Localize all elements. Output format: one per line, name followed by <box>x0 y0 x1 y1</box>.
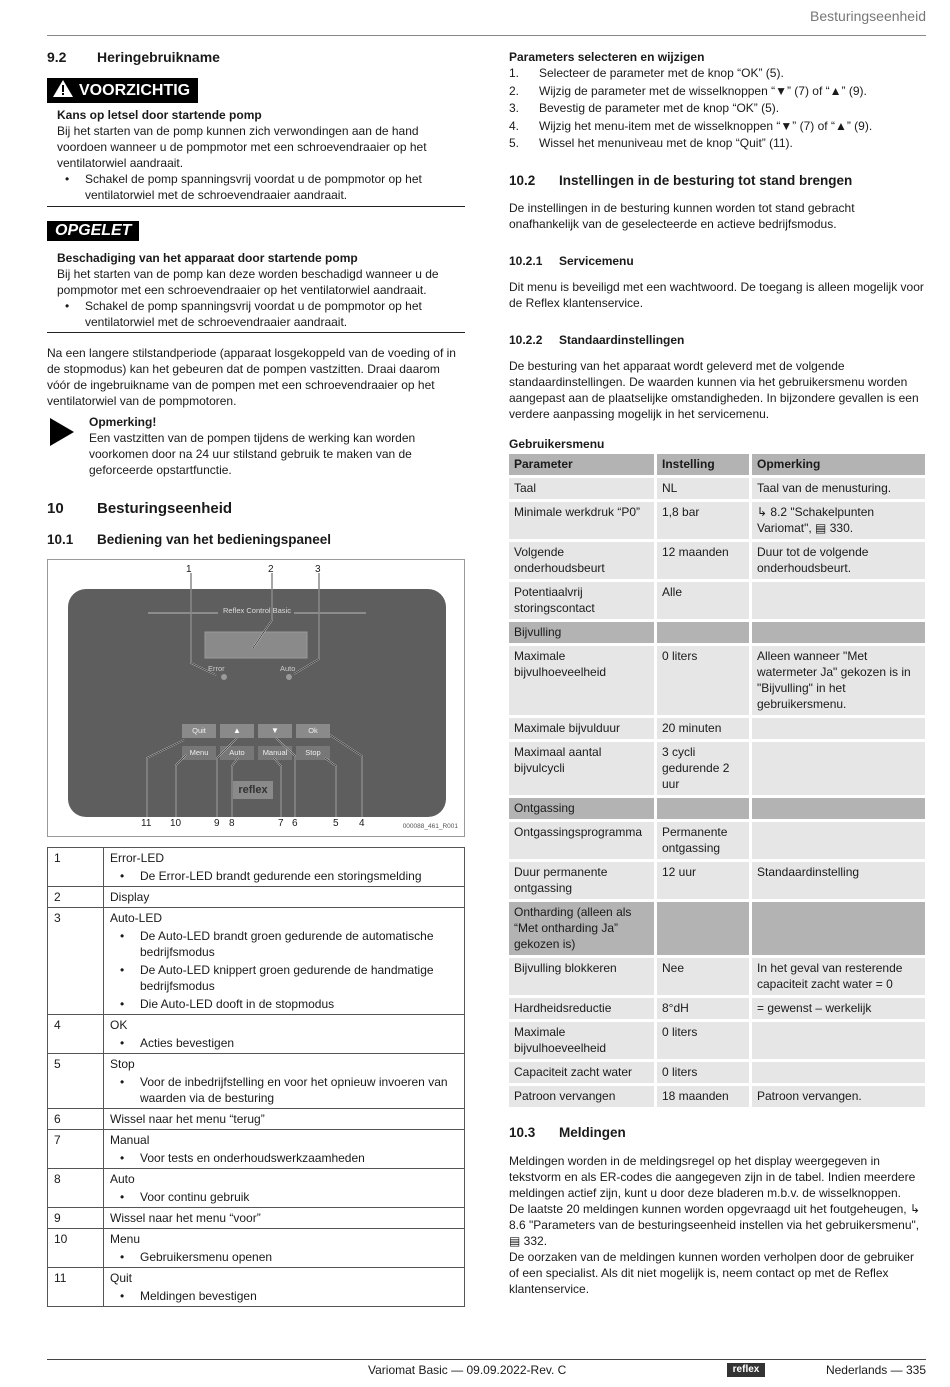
setting-cell <box>657 902 749 955</box>
section-heading-10 <box>47 501 232 517</box>
legend-number: 4 <box>48 1015 104 1054</box>
notice-body <box>57 250 465 330</box>
legend-row <box>48 1268 465 1307</box>
panel-label: Reflex Control Basic <box>223 606 291 615</box>
legend-number: 3 <box>48 908 104 1015</box>
table-row <box>509 478 925 499</box>
notice-text-body: Bij het starten van de pomp kan deze worden beschadigd wanneer u de pompmotor met een schroevendraaier op het ventilatorwiel aandraait. <box>57 267 439 297</box>
footer-rule <box>47 1359 926 1360</box>
paragraph-10-2: De instellingen in de besturing kunnen worden tot stand gebracht onafhankelijk van de geselecteerde en actieve bedrijfsmodus. <box>509 201 855 231</box>
caution-title: Kans op letsel door startende pomp <box>57 108 262 122</box>
section-title: Heringebruikname <box>97 49 220 65</box>
setting-cell: 8°dH <box>657 998 749 1019</box>
setting-cell: 12 uur <box>657 862 749 899</box>
table-row <box>509 998 925 1019</box>
step-number: 3. <box>509 101 520 115</box>
setting-cell: Nee <box>657 958 749 995</box>
caution-label <box>47 78 198 103</box>
caution-badge <box>47 78 198 103</box>
play-arrow-icon <box>50 418 74 450</box>
section-title: Servicemenu <box>559 254 634 268</box>
paragraph-10-3-c: De oorzaken van de meldingen kunnen worden verholpen door de gebruiker of een specialist. Als dit niet mogelijk is, neem contact op met de Reflex klantenservice. <box>509 1250 914 1296</box>
column-header: Instelling <box>657 454 749 475</box>
legend-number: 2 <box>48 887 104 908</box>
step-item <box>509 135 927 153</box>
remark-cell <box>752 822 925 859</box>
setting-cell: Permanente ontgassing <box>657 822 749 859</box>
section-title: Bediening van het bedieningspaneel <box>97 532 332 547</box>
setting-cell: Alle <box>657 582 749 619</box>
legend-description <box>104 1229 465 1268</box>
legend-bullet: • De Auto-LED knippert groen gedurende de handmatige bedrijfsmodus <box>110 962 458 994</box>
section-number: 9.2 <box>47 49 67 65</box>
setting-cell: 0 liters <box>657 1062 749 1083</box>
error-led-label: Error <box>208 664 225 673</box>
parameter-cell: Minimale werkdruk “P0” <box>509 502 654 539</box>
callout-5: 5 <box>333 818 339 829</box>
legend-row <box>48 1169 465 1208</box>
caution-text: VOORZICHTIG <box>79 82 191 99</box>
table-row <box>509 1022 925 1059</box>
callout-8: 8 <box>229 818 235 829</box>
remark-cell: In het geval van resterende capaciteit zacht water = 0 <box>752 958 925 995</box>
legend-description <box>104 1169 465 1208</box>
up-button: ▲ <box>233 726 241 735</box>
section-number: 10.2.1 <box>509 254 543 268</box>
legend-number: 8 <box>48 1169 104 1208</box>
legend-title: Manual <box>110 1133 150 1147</box>
setting-cell: 0 liters <box>657 646 749 715</box>
parameter-cell: Bijvulling <box>509 622 654 643</box>
manual-button: Manual <box>262 748 288 757</box>
legend-row <box>48 1054 465 1109</box>
parameter-cell: Bijvulling blokkeren <box>509 958 654 995</box>
section-title: Standaardinstellingen <box>559 333 685 347</box>
setting-cell: 3 cycli gedurende 2 uur <box>657 742 749 795</box>
legend-title: Quit <box>110 1271 133 1285</box>
parameter-cell: Volgende onderhoudsbeurt <box>509 542 654 579</box>
callout-11: 11 <box>141 818 152 829</box>
footer-document: Variomat Basic — 09.09.2022-Rev. C <box>368 1363 567 1377</box>
callout-10: 10 <box>170 818 182 829</box>
section-heading-9-2 <box>47 49 220 65</box>
legend-number: 5 <box>48 1054 104 1109</box>
section-number: 10.2 <box>509 173 536 188</box>
remark-cell <box>752 742 925 795</box>
setting-cell <box>657 798 749 819</box>
parameter-cell: Maximale bijvulhoeveelheid <box>509 646 654 715</box>
caution-bullet: • Schakel de pomp spanningsvrij voordat u de pompmotor op het ventilatorwiel met de schroevendraaier aandraait. <box>55 171 465 203</box>
section-heading-10-2-2 <box>509 332 684 348</box>
legend-bullet: • De Auto-LED brandt groen gedurende de automatische bedrijfsmodus <box>110 928 458 960</box>
paragraph-stilstand: Na een langere stilstandperiode (apparaat losgekoppeld van de voeding of in de stopmodus) kan het gebeuren dat de pompen vastzitten. Draai daarom vóór de ingebruikname van de pompen met een schroevendraaier op het ventilatorwiel van de pompmotoren. <box>47 346 456 408</box>
remark-cell <box>752 718 925 739</box>
parameter-cell: Hardheidsreductie <box>509 998 654 1019</box>
section-heading-10-3 <box>509 1125 626 1141</box>
legend-description <box>104 887 465 908</box>
legend-number: 7 <box>48 1130 104 1169</box>
table-row <box>509 718 925 739</box>
step-number: 4. <box>509 118 520 133</box>
remark-cell <box>752 798 925 819</box>
step-item <box>509 65 927 83</box>
remark-text: Een vastzitten van de pompen tijdens de werking kan worden voorkomen door na 24 uur stilstand gebruik te maken van de geforceerde opstartfunctie. <box>89 431 416 477</box>
stop-button: Stop <box>305 748 321 757</box>
footer-language-page: Nederlands — 335 <box>825 1363 926 1377</box>
step-text: Wissel het menuniveau met de knop “Quit” (11). <box>539 136 793 150</box>
table-section-row <box>509 798 925 819</box>
table-row <box>509 862 925 899</box>
parameter-cell: Patroon vervangen <box>509 1086 654 1107</box>
table-header-row <box>509 454 925 475</box>
step-text: Selecteer de parameter met de knop “OK” (5). <box>539 66 784 80</box>
table-row <box>509 646 925 715</box>
section-number: 10.3 <box>509 1125 536 1140</box>
step-number: 1. <box>509 66 520 80</box>
legend-title: Display <box>110 890 150 904</box>
step-text: Wijzig de parameter met de wisselknoppen “▼” (7) of “▲” (9). <box>539 83 867 98</box>
running-header: Besturingseenheid <box>810 8 926 24</box>
notice-title: Beschadiging van het apparaat door startende pomp <box>57 251 358 265</box>
setting-cell: 1,8 bar <box>657 502 749 539</box>
menu-table-title: Gebruikersmenu <box>509 437 605 451</box>
legend-title: Menu <box>110 1232 141 1246</box>
footer-logo: reflex <box>727 1363 765 1377</box>
setting-cell: NL <box>657 478 749 499</box>
parameter-cell: Ontgassingsprogramma <box>509 822 654 859</box>
column-header: Parameter <box>509 454 654 475</box>
section-number: 10 <box>47 500 64 517</box>
legend-title: Stop <box>110 1057 135 1071</box>
table-section-row <box>509 622 925 643</box>
remark-cell <box>752 582 925 619</box>
section-title: Instellingen in de besturing tot stand brengen <box>559 173 853 188</box>
parameter-cell: Maximale bijvulduur <box>509 718 654 739</box>
remark-cell <box>752 1062 925 1083</box>
legend-bullet: • De Error-LED brandt gedurende een storingsmelding <box>110 868 458 884</box>
remark-cell: Taal van de menusturing. <box>752 478 925 499</box>
remark-cell <box>752 622 925 643</box>
legend-row <box>48 848 465 887</box>
step-item <box>509 100 927 118</box>
legend-number: 1 <box>48 848 104 887</box>
paragraph-10-3 <box>509 1153 927 1297</box>
parameter-cell: Ontharding (alleen als “Met ontharding Ja” gekozen is) <box>509 902 654 955</box>
table-row <box>509 958 925 995</box>
legend-description <box>104 1054 465 1109</box>
step-item <box>509 83 927 101</box>
callout-1: 1 <box>186 564 192 575</box>
step-number: 2. <box>509 83 520 98</box>
ok-button: Ok <box>308 726 318 735</box>
step-text: Bevestig de parameter met de knop “OK” (5). <box>539 101 780 115</box>
notice-bullet: • Schakel de pomp spanningsvrij voordat u de pompmotor op het ventilatorwiel met de schroevendraaier aandraait. <box>55 298 465 330</box>
legend-title: Wissel naar het menu “voor” <box>110 1211 261 1225</box>
legend-title: Auto <box>110 1172 135 1186</box>
legend-bullet: • Voor de inbedrijfstelling en voor het opnieuw invoeren van waarden via de besturing <box>110 1074 458 1106</box>
table-section-row <box>509 902 925 955</box>
warning-triangle-icon <box>53 80 73 101</box>
menu-button: Menu <box>189 748 209 757</box>
legend-title: Auto-LED <box>110 911 163 925</box>
auto-led-label: Auto <box>280 664 296 673</box>
section-number: 10.1 <box>47 532 74 547</box>
notice-divider <box>47 332 465 333</box>
legend-number: 10 <box>48 1229 104 1268</box>
notice-label <box>47 221 139 241</box>
caution-text-body: Bij het starten van de pomp kunnen zich verwondingen aan de hand voordoen wanneer u de pompmotor met een schroevendraaier op het ventilatorwiel aandraait. <box>57 124 427 170</box>
params-block <box>509 49 927 153</box>
table-row <box>509 542 925 579</box>
legend-title: Error-LED <box>110 851 165 865</box>
remark-cell: ↳ 8.2 "Schakelpunten Variomat", ▤ 330. <box>752 502 925 539</box>
table-row <box>509 822 925 859</box>
legend-row <box>48 1015 465 1054</box>
paragraph-10-3-b: De laatste 20 meldingen kunnen worden opgevraagd uit het foutgeheugen, ↳ 8.6 "Parameters van de besturingseenheid instellen via het gebruikersmenu", ▤ 332. <box>509 1202 921 1248</box>
notice-badge: OPGELET <box>47 221 139 241</box>
header-rule <box>47 35 926 36</box>
legend-table-wrap <box>47 847 465 1307</box>
parameter-cell: Ontgassing <box>509 798 654 819</box>
parameter-cell: Taal <box>509 478 654 499</box>
legend-bullet: • Gebruikersmenu openen <box>110 1249 458 1265</box>
figure-code: 000088_461_R001 <box>402 823 458 830</box>
setting-cell <box>657 622 749 643</box>
callout-2: 2 <box>268 564 274 575</box>
legend-row <box>48 887 465 908</box>
legend-description <box>104 1268 465 1307</box>
section-title: Meldingen <box>559 1125 626 1140</box>
legend-row <box>48 1208 465 1229</box>
section-title: Besturingseenheid <box>97 500 233 517</box>
callout-7: 7 <box>278 818 284 829</box>
setting-cell: 0 liters <box>657 1022 749 1059</box>
table-row <box>509 582 925 619</box>
remark-cell <box>752 1022 925 1059</box>
step-number: 5. <box>509 136 520 150</box>
parameter-cell: Duur permanente ontgassing <box>509 862 654 899</box>
paragraph-10-3-a: Meldingen worden in de meldingsregel op het display weergegeven in tekstvorm en als ER-codes die aangegeven zijn in de tabel. Indien meerdere meldingen actief zijn, kunt u door deze bladeren m.b.v. de wisselknoppen. <box>509 1154 916 1200</box>
legend-description <box>104 1130 465 1169</box>
down-button: ▼ <box>271 726 279 735</box>
setting-cell: 12 maanden <box>657 542 749 579</box>
legend-title: OK <box>110 1018 128 1032</box>
caution-body <box>57 107 465 203</box>
section-heading-10-2 <box>509 173 852 189</box>
legend-row <box>48 1229 465 1268</box>
legend-title: Wissel naar het menu “terug” <box>110 1112 265 1126</box>
setting-cell: 20 minuten <box>657 718 749 739</box>
legend-description <box>104 908 465 1015</box>
column-header: Opmerking <box>752 454 925 475</box>
quit-button: Quit <box>192 726 206 735</box>
legend-row <box>48 1109 465 1130</box>
callout-3: 3 <box>315 564 321 575</box>
parameter-cell: Potentiaalvrij storingscontact <box>509 582 654 619</box>
section-heading-10-1 <box>47 532 331 548</box>
table-row <box>509 502 925 539</box>
callout-4: 4 <box>359 818 365 829</box>
legend-bullet: • Voor tests en onderhoudswerkzaamheden <box>110 1150 458 1166</box>
legend-number: 11 <box>48 1268 104 1307</box>
legend-description <box>104 1109 465 1130</box>
legend-bullet: • Meldingen bevestigen <box>110 1288 458 1304</box>
legend-bullet: • Voor continu gebruik <box>110 1189 458 1205</box>
section-heading-10-2-1 <box>509 253 634 269</box>
parameter-cell: Maximaal aantal bijvulcycli <box>509 742 654 795</box>
reflex-logo: reflex <box>238 784 268 796</box>
parameter-cell: Capaciteit zacht water <box>509 1062 654 1083</box>
remark-cell: Duur tot de volgende onderhoudsbeurt. <box>752 542 925 579</box>
legend-bullet: • Acties bevestigen <box>110 1035 458 1051</box>
parameter-cell: Maximale bijvulhoeveelheid <box>509 1022 654 1059</box>
step-text: Wijzig het menu-item met de wisselknoppen “▼” (7) of “▲” (9). <box>539 118 873 133</box>
remark-cell: Patroon vervangen. <box>752 1086 925 1107</box>
caution-divider <box>47 206 465 207</box>
setting-cell: 18 maanden <box>657 1086 749 1107</box>
section-number: 10.2.2 <box>509 333 543 347</box>
control-panel-figure <box>47 559 465 837</box>
callout-9: 9 <box>214 818 220 829</box>
legend-description <box>104 1015 465 1054</box>
legend-bullet: • Die Auto-LED dooft in de stopmodus <box>110 996 458 1012</box>
table-row <box>509 1062 925 1083</box>
table-row <box>509 742 925 795</box>
remark-block <box>89 414 459 478</box>
auto-button: Auto <box>229 748 245 757</box>
menu-table-wrap <box>509 451 928 1110</box>
control-panel-illustration <box>48 560 466 838</box>
paragraph-10-2-1: Dit menu is beveiligd met een wachtwoord. De toegang is alleen mogelijk voor de Reflex klantenservice. <box>509 280 924 310</box>
remark-cell: = gewenst – werkelijk <box>752 998 925 1019</box>
remark-cell: Standaardinstelling <box>752 862 925 899</box>
paragraph-10-2-2: De besturing van het apparaat wordt geleverd met de volgende standaardinstellingen. De waarden kunnen via het gebruikersmenu worden aangepast aan de plaatselijke omstandigheden. In bijzondere gevallen is een verdere aanpassing mogelijk in het servicemenu. <box>509 359 919 421</box>
remark-cell: Alleen wanneer "Met watermeter Ja" gekozen is in "Bijvulling" in het gebruikersmenu. <box>752 646 925 715</box>
legend-number: 6 <box>48 1109 104 1130</box>
legend-number: 9 <box>48 1208 104 1229</box>
legend-description <box>104 848 465 887</box>
user-menu-table <box>506 451 928 1110</box>
remark-cell <box>752 902 925 955</box>
table-row <box>509 1086 925 1107</box>
step-item <box>509 118 927 136</box>
callout-6: 6 <box>292 818 298 829</box>
params-title: Parameters selecteren en wijzigen <box>509 50 705 64</box>
legend-table <box>47 847 465 1307</box>
params-steps <box>509 65 927 153</box>
legend-row <box>48 908 465 1015</box>
legend-row <box>48 1130 465 1169</box>
remark-title: Opmerking! <box>89 415 157 429</box>
legend-description <box>104 1208 465 1229</box>
